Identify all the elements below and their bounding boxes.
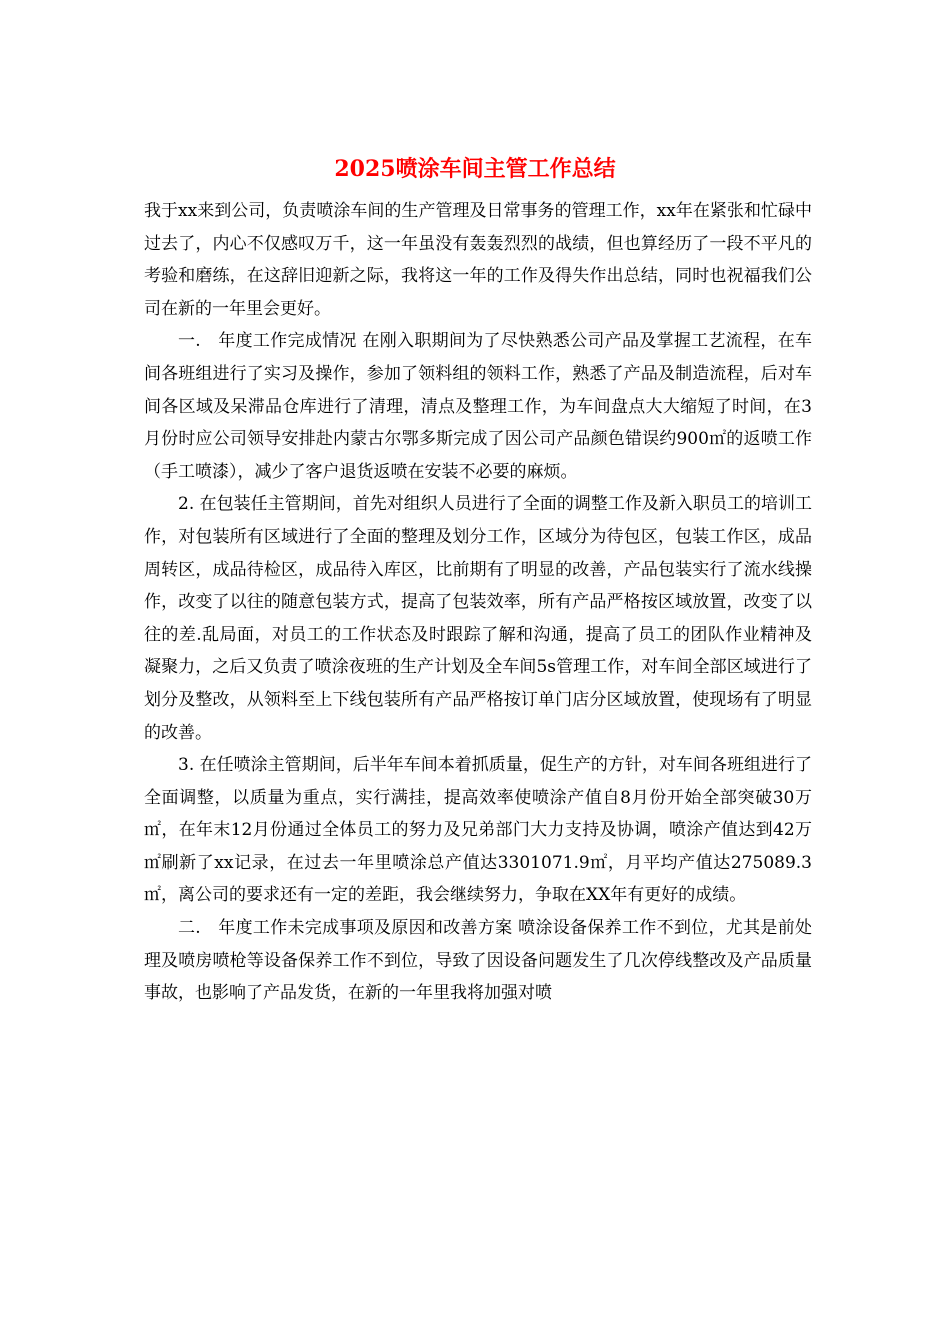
paragraph-item-2: 2. 在包装任主管期间，首先对组织人员进行了全面的调整工作及新入职员工的培训工作，对包装所有区域进行了全面的整理及划分工作，区域分为待包区，包装工作区，成品周转区，成品待检区，成品待入库区，比前期有了明显的改善，产品包装实行了流水线操作，改变了以往的随意包装方式，提高了包装效率，所有产品严格按区域放置，改变了以往的差.乱局面，对员工的工作状态及时跟踪了解和沟通，提高了员工的团队作业精神及凝聚力，之后又负责了喷涂夜班的生产计划及全车间5s管理工作，对车间全部区域进行了划分及整改，从领料至上下线包装所有产品严格按订单门店分区域放置，使现场有了明显的改善。 bbox=[144, 494, 812, 743]
paragraph-intro: 我于xx来到公司，负责喷涂车间的生产管理及日常事务的管理工作，xx年在紧张和忙碌中过去了，内心不仅感叹万千，这一年虽没有轰轰烈烈的战绩，但也算经历了一段不平凡的考验和磨练，在这辞旧迎新之际，我将这一年的工作及得失作出总结，同时也祝福我们公司在新的一年里会更好。 bbox=[144, 201, 812, 319]
paragraph-section-2: 二. 年度工作未完成事项及原因和改善方案 喷涂设备保养工作不到位，尤其是前处理及喷房喷枪等设备保养工作不到位，导致了因设备问题发生了几次停线整改及产品质量事故，也影响了产品发货，在新的一年里我将加强对喷 bbox=[144, 918, 812, 1004]
document-title: 2025喷涂车间主管工作总结 bbox=[334, 156, 616, 182]
paragraph-section-1: 一. 年度工作完成情况 在刚入职期间为了尽快熟悉公司产品及掌握工艺流程，在车间各班组进行了实习及操作，参加了领料组的领料工作，熟悉了产品及制造流程，后对车间各区域及呆滞品仓库进行了清理，清点及整理工作，为车间盘点大大缩短了时间，在3月份时应公司领导安排赴内蒙古尔鄂多斯完成了因公司产品颜色错误约900㎡的返喷工作（手工喷漆），减少了客户退货返喷在安装不必要的麻烦。 bbox=[144, 331, 812, 482]
document-body bbox=[144, 195, 812, 1010]
paragraph-item-3: 3. 在任喷涂主管期间，后半年车间本着抓质量，促生产的方针，对车间各班组进行了全面调整，以质量为重点，实行满挂，提高效率使喷涂产值自8月份开始全部突破30万㎡，在年末12月份通过全体员工的努力及兄弟部门大力支持及协调，喷涂产值达到42万㎡刷新了xx记录，在过去一年里喷涂总产值达3301071.9㎡，月平均产值达275089.3㎡，离公司的要求还有一定的差距，我会继续努力，争取在XX年有更好的成绩。 bbox=[144, 755, 812, 906]
